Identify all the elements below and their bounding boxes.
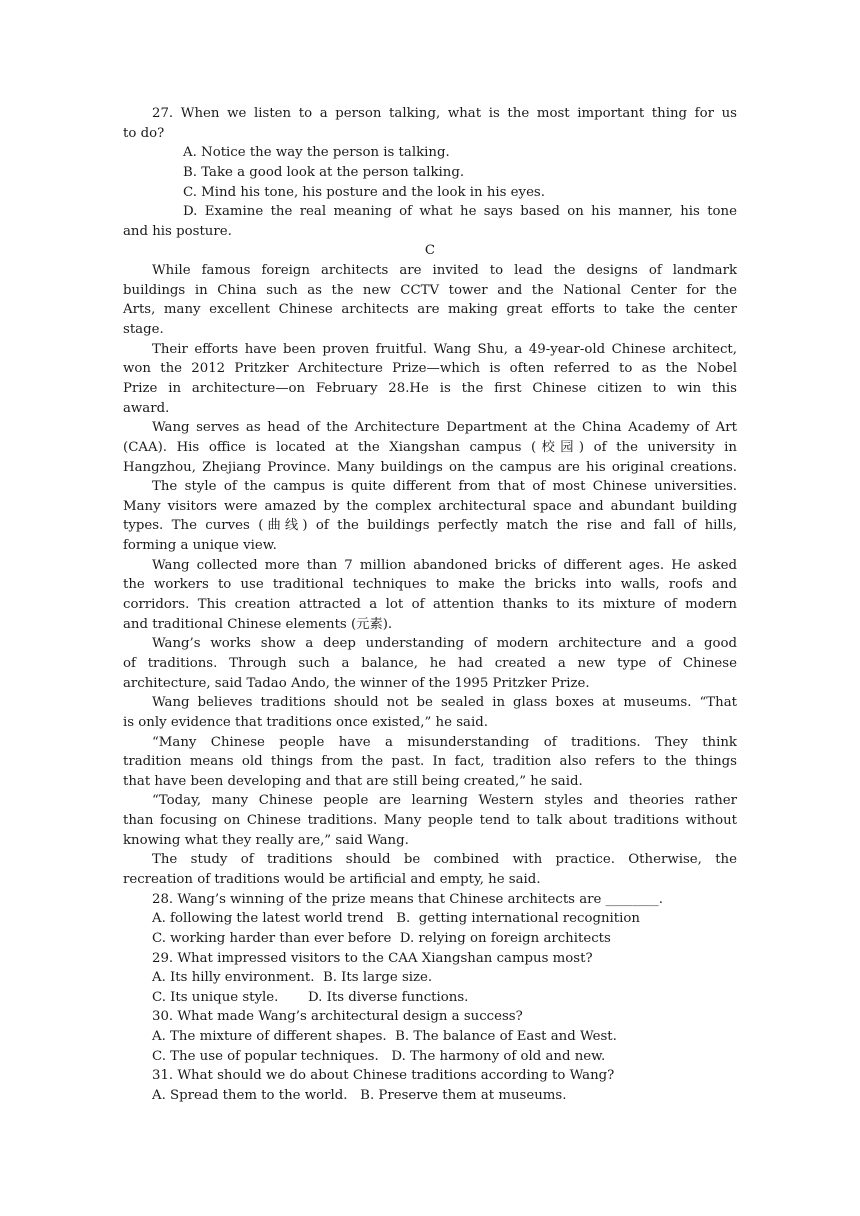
question-options: A. The mixture of different shapes. B. The balance of East and West. bbox=[152, 1029, 617, 1045]
passage-line: and traditional Chinese elements (元素). bbox=[123, 616, 393, 632]
passage-line: buildings in China such as the new CCTV tower and the National Center for the bbox=[123, 282, 737, 298]
passage-line: The study of traditions should be combined with practice. Otherwise, the bbox=[152, 852, 737, 868]
question-27-option-b: B. Take a good look at the person talking. bbox=[183, 164, 465, 180]
question-options: C. Its unique style. D. Its diverse functions. bbox=[152, 989, 469, 1005]
passage-line: The style of the campus is quite different from that of most Chinese universities. bbox=[152, 479, 737, 495]
passage-line: won the 2012 Pritzker Architecture Prize—which is often referred to as the Nobel bbox=[123, 361, 737, 377]
passage-line: of traditions. Through such a balance, he had created a new type of Chinese bbox=[123, 655, 737, 671]
passage-line: “Today, many Chinese people are learning Western styles and theories rather bbox=[152, 793, 737, 809]
passage-line: knowing what they really are,” said Wang. bbox=[123, 832, 409, 848]
passage-line: stage. bbox=[123, 322, 164, 338]
question-stem: 29. What impressed visitors to the CAA Xiangshan campus most? bbox=[152, 950, 593, 966]
question-27-option-c: C. Mind his tone, his posture and the look in his eyes. bbox=[183, 184, 545, 200]
passage-line: recreation of traditions would be artificial and empty, he said. bbox=[123, 871, 541, 887]
passage-line: award. bbox=[123, 400, 170, 416]
passage-line: Many visitors were amazed by the complex architectural space and abundant building bbox=[123, 498, 737, 514]
question-options: A. Its hilly environment. B. Its large size. bbox=[152, 970, 433, 986]
question-options: C. The use of popular techniques. D. The harmony of old and new. bbox=[152, 1048, 606, 1064]
question-stem: 31. What should we do about Chinese traditions according to Wang? bbox=[152, 1068, 615, 1084]
question-27-option-a: A. Notice the way the person is talking. bbox=[183, 145, 450, 161]
section-title: C bbox=[424, 243, 436, 259]
question-27-stem-line-1: 27. When we listen to a person talking, what is the most important thing for us bbox=[152, 106, 737, 121]
passage-line: forming a unique view. bbox=[123, 538, 277, 554]
passage-line: the workers to use traditional techniques to make the bricks into walls, roofs and bbox=[123, 577, 737, 593]
passage-line: Wang believes traditions should not be sealed in glass boxes at museums. “That bbox=[152, 695, 737, 711]
passage-line: “Many Chinese people have a misunderstanding of traditions. They think bbox=[152, 734, 737, 750]
passage-line: Prize in architecture—on February 28.He is the first Chinese citizen to win this bbox=[123, 380, 737, 396]
question-options: C. working harder than ever before D. relying on foreign architects bbox=[152, 930, 611, 946]
passage-line: Arts, many excellent Chinese architects are making great efforts to take the center bbox=[123, 302, 737, 318]
question-options: A. Spread them to the world. B. Preserve them at museums. bbox=[152, 1088, 567, 1104]
passage-line: Wang serves as head of the Architecture Department at the China Academy of Art bbox=[152, 420, 737, 436]
passage-line: than focusing on Chinese traditions. Many people tend to talk about traditions without bbox=[123, 813, 737, 829]
question-27-option-d: D. Examine the real meaning of what he says based on his manner, his tone bbox=[183, 204, 737, 220]
document-page bbox=[123, 104, 737, 1106]
question-27-option-d-continued: and his posture. bbox=[123, 223, 232, 239]
passage-line: While famous foreign architects are invited to lead the designs of landmark bbox=[152, 263, 737, 279]
passage-line: types. The curves (曲线) of the buildings perfectly match the rise and fall of hills, bbox=[123, 518, 737, 534]
passage-line: Hangzhou, Zhejiang Province. Many buildings on the campus are his original creations. bbox=[123, 459, 737, 475]
passage-line: Wang’s works show a deep understanding of modern architecture and a good bbox=[152, 636, 737, 652]
question-27-stem-line-2: to do? bbox=[123, 125, 165, 141]
passage-line: Wang collected more than 7 million abandoned bricks of different ages. He asked bbox=[152, 557, 737, 573]
passage-line: architecture, said Tadao Ando, the winner of the 1995 Pritzker Prize. bbox=[123, 675, 590, 691]
question-options: A. following the latest world trend B. getting international recognition bbox=[152, 911, 640, 927]
passage-line: that have been developing and that are still being created,” he said. bbox=[123, 773, 583, 789]
passage-line: corridors. This creation attracted a lot of attention thanks to its mixture of modern bbox=[123, 597, 737, 613]
passage-line: (CAA). His office is located at the Xiangshan campus (校园) of the university in bbox=[123, 439, 737, 455]
passage-line: Their efforts have been proven fruitful. Wang Shu, a 49-year-old Chinese architect, bbox=[152, 341, 737, 357]
passage-line: is only evidence that traditions once existed,” he said. bbox=[123, 714, 488, 730]
question-stem: 28. Wang’s winning of the prize means that Chinese architects are ________. bbox=[152, 891, 664, 907]
question-stem: 30. What made Wang’s architectural design a success? bbox=[152, 1009, 523, 1025]
passage bbox=[123, 261, 737, 890]
questions-block bbox=[123, 890, 737, 1106]
passage-line: tradition means old things from the past. In fact, tradition also refers to the things bbox=[123, 754, 737, 770]
